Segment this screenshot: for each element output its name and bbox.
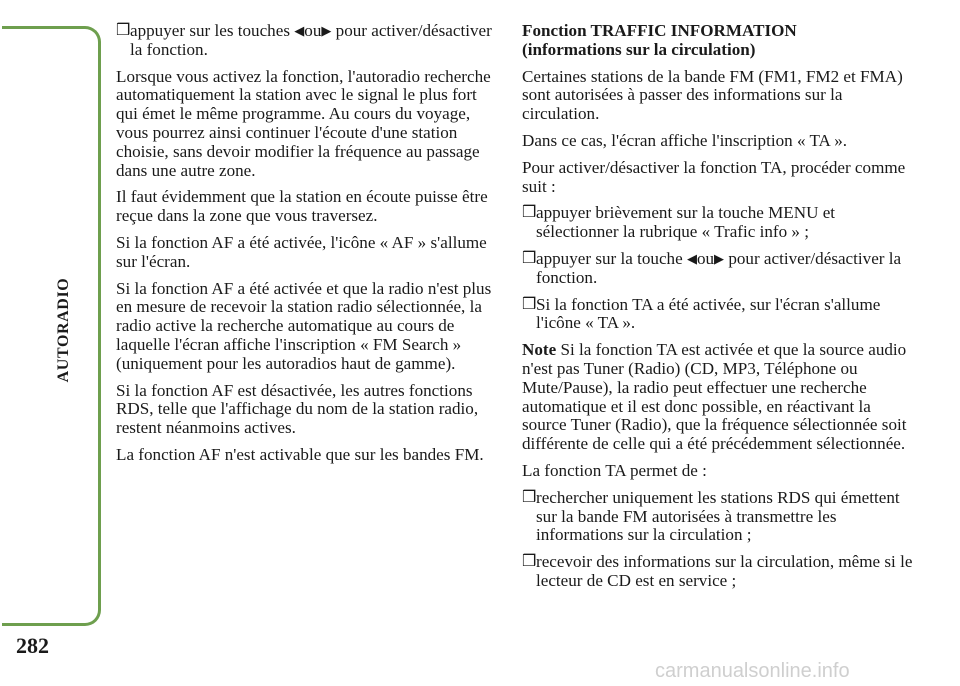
note-paragraph: Note Si la fonction TA est activée et que la source audio n'est pas Tuner (Radio) (CD, MP3, Téléphone ou Mute/Pause), la radio peut effectuer une recherche automatique et il est donc possible, en réactivant la source Tuner (Radio), que la fréquence sélectionnée soit différente de celle qui a été précédemment sélectionnée. — [522, 340, 907, 454]
checkbox-bullet-icon: ❒ — [522, 553, 537, 571]
paragraph: Si la fonction AF a été activée, l'icône « AF » s'allume sur l'écran. — [116, 232, 487, 271]
paragraph: Si la fonction AF est désactivée, les autres fonctions RDS, telle que l'affichage du nom de la station radio, restent néanmoins actives. — [116, 380, 479, 438]
checkbox-bullet-icon: ❒ — [116, 22, 131, 39]
list-item: ❒ rechercher uniquement les stations RDS qui émettent sur la bande FM autorisées à transmettre les informations sur la circulation ; — [522, 487, 900, 545]
right-column — [522, 22, 914, 599]
paragraph: La fonction TA permet de : — [522, 460, 707, 480]
list-item: ❒ appuyer sur la touche ◀ou▶ pour activer/désactiver la fonction. — [522, 248, 902, 287]
section-label: AUTORADIO — [55, 277, 72, 383]
note-label: Note — [522, 340, 557, 360]
list-item: ❒ appuyer sur les touches ◀ou▶ pour activer/désactiver la fonction. — [116, 21, 492, 59]
section-heading: Fonction TRAFFIC INFORMATION (informations sur la circulation) — [522, 21, 797, 59]
arrow-left-icon: ◀ — [686, 250, 697, 266]
paragraph: Lorsque vous activez la fonction, l'autoradio recherche automatiquement la station avec le signal le plus fort qui émet le même programme. Au cours du voyage, vous pourrez ainsi continuer l'écoute d'une station choisie, sans devoir modifier la fréquence au passage dans une autre zone. — [116, 66, 491, 180]
arrow-right-icon: ▶ — [321, 23, 332, 38]
paragraph: Dans ce cas, l'écran affiche l'inscription « TA ». — [522, 130, 848, 150]
paragraph: Certaines stations de la bande FM (FM1, FM2 et FMA) sont autorisées à passer des informations sur la circulation. — [522, 66, 903, 124]
arrow-left-icon: ◀ — [294, 23, 305, 38]
chapter-tab — [2, 26, 101, 626]
list-item: ❒ Si la fonction TA a été activée, sur l'écran s'allume l'icône « TA ». — [522, 294, 881, 333]
paragraph: Pour activer/désactiver la fonction TA, procéder comme suit : — [522, 157, 906, 196]
left-column — [116, 22, 500, 473]
paragraph: Il faut évidemment que la station en écoute puisse être reçue dans la zone que vous traversez. — [116, 187, 488, 226]
list-item: ❒ recevoir des informations sur la circulation, même si le lecteur de CD est en service ; — [522, 552, 913, 590]
checkbox-bullet-icon: ❒ — [522, 249, 537, 267]
watermark: carmanualsonline.info — [655, 660, 850, 682]
checkbox-bullet-icon: ❒ — [522, 488, 537, 506]
list-item: ❒ appuyer brièvement sur la touche MENU et sélectionner la rubrique « Trafic info » ; — [522, 203, 836, 242]
checkbox-bullet-icon: ❒ — [522, 295, 537, 313]
arrow-right-icon: ▶ — [714, 250, 725, 266]
paragraph: La fonction AF n'est activable que sur les bandes FM. — [116, 444, 484, 464]
paragraph: Si la fonction AF a été activée et que la radio n'est plus en mesure de recevoir la station radio sélectionnée, la radio active la recherche automatique au cours de laquelle l'écran affiche l'inscription « FM Search » (uniquement pour les autoradios haut de gamme). — [116, 278, 492, 373]
checkbox-bullet-icon: ❒ — [522, 204, 537, 222]
page-number: 282 — [16, 633, 49, 658]
